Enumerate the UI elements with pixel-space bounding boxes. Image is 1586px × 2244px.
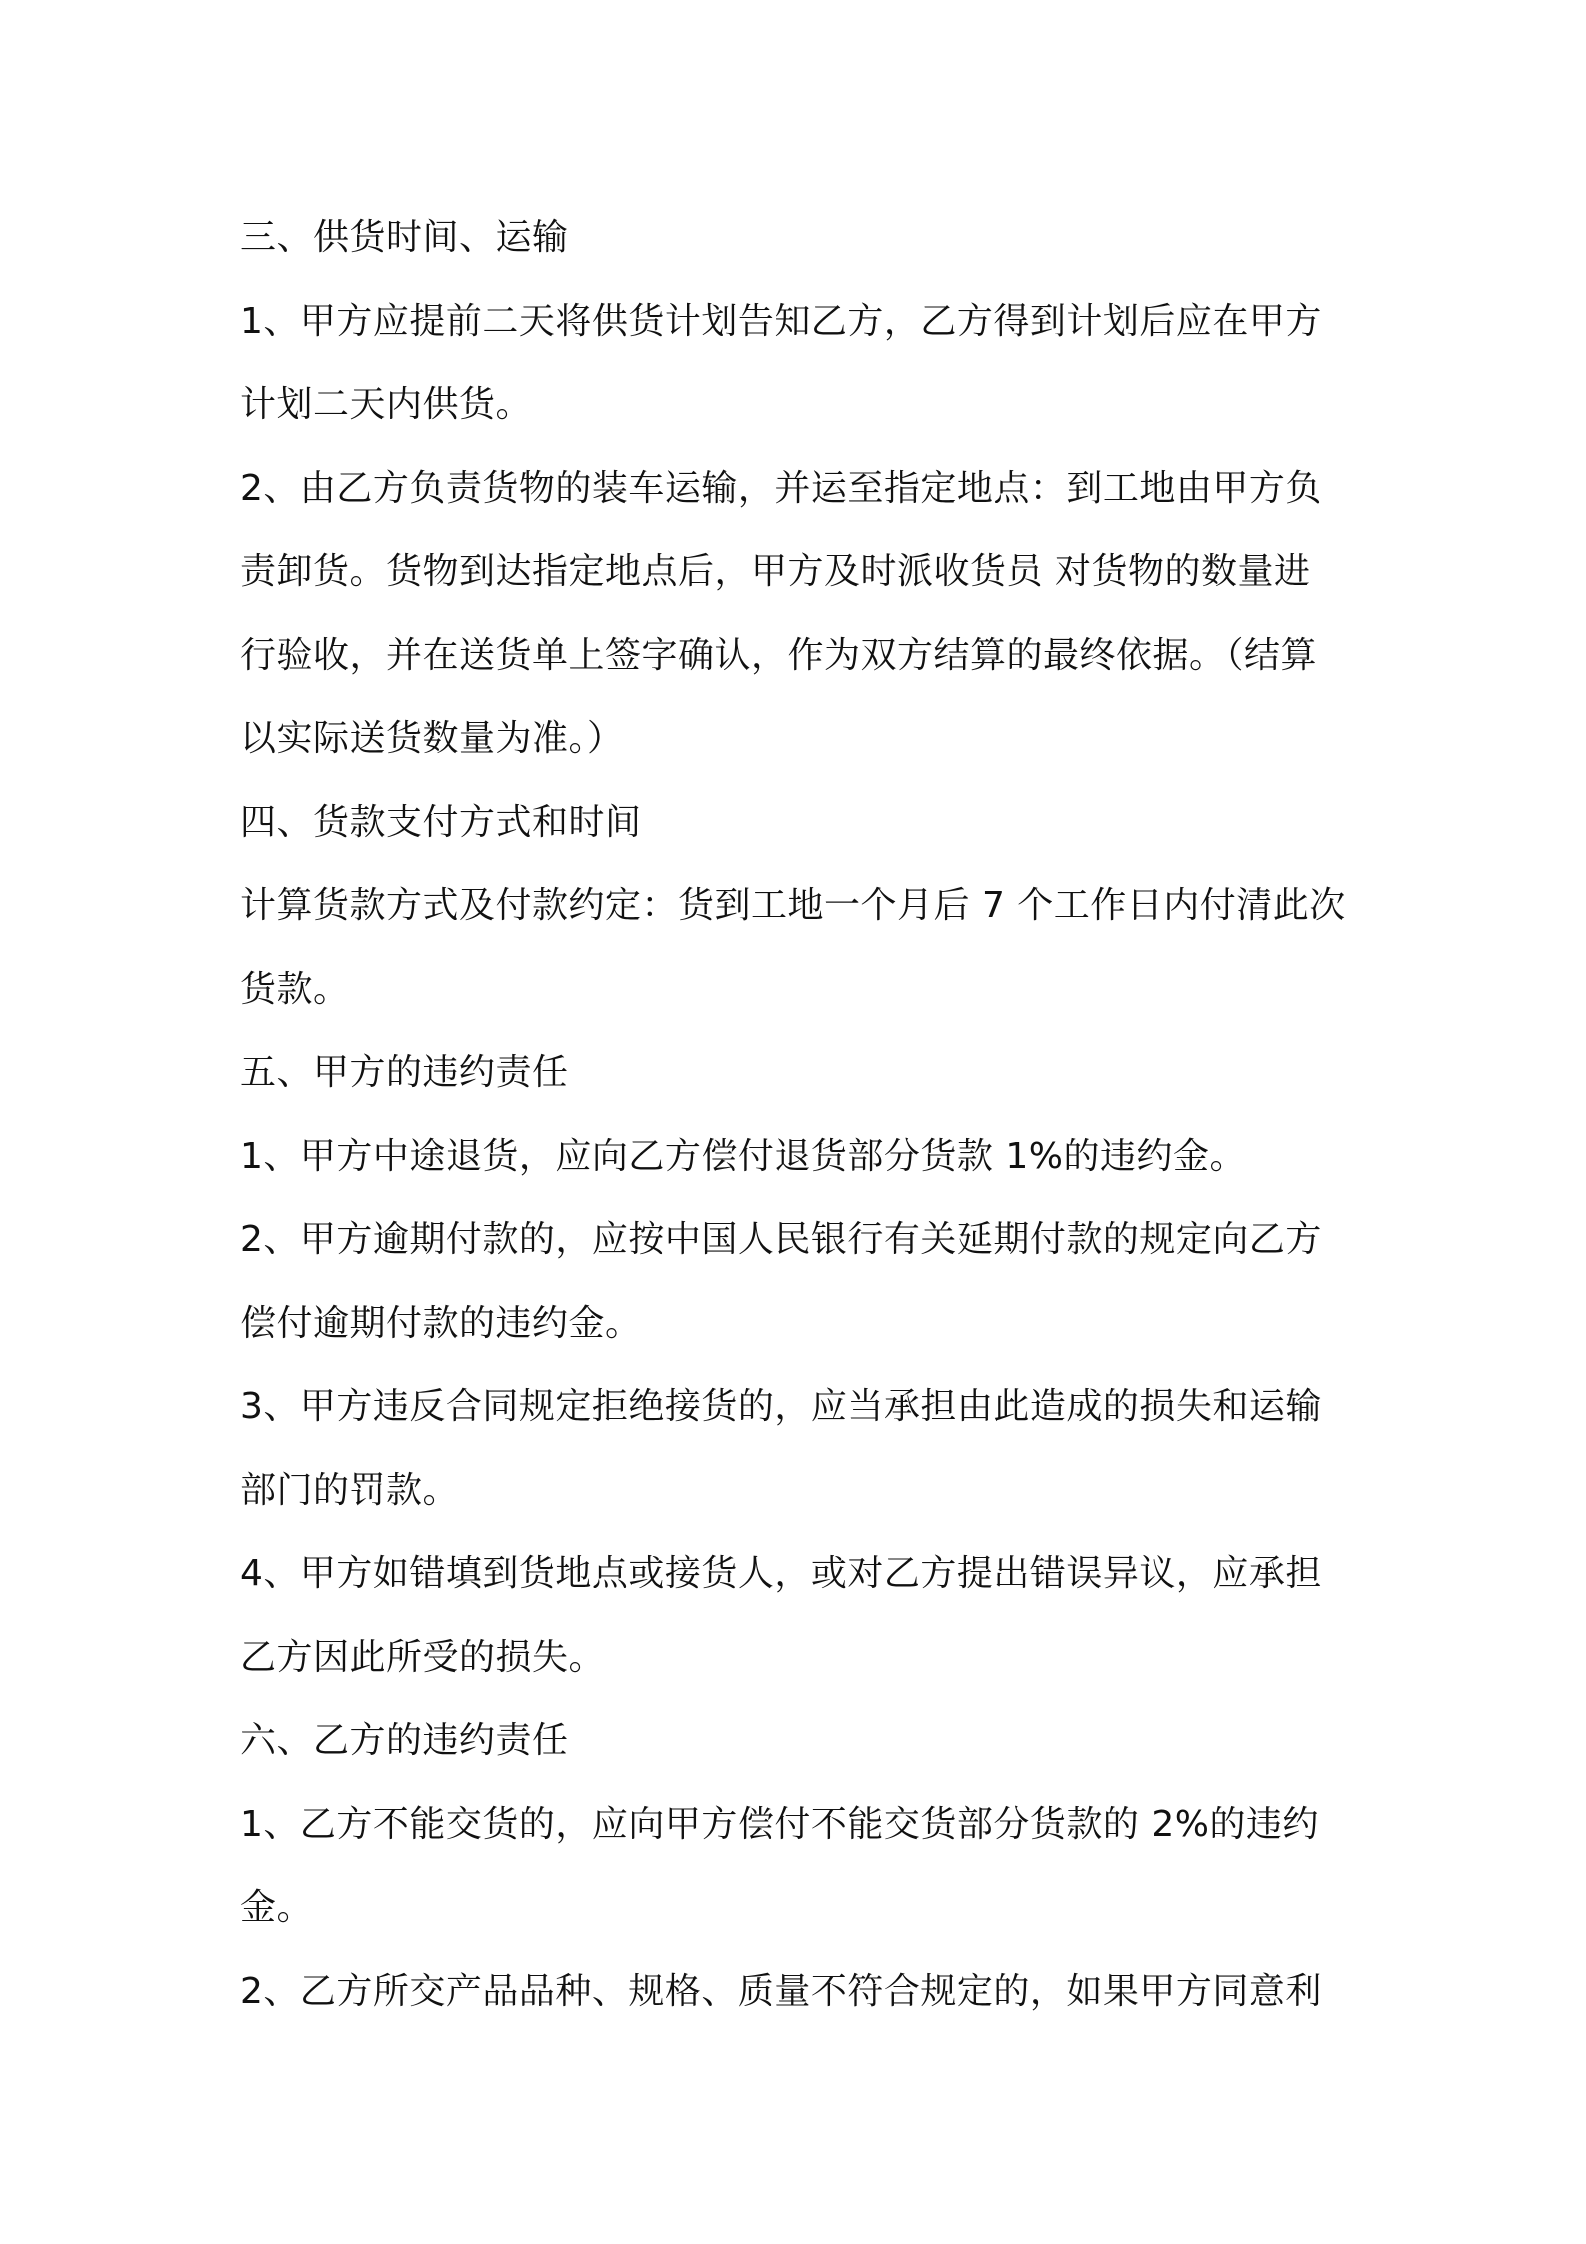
text-line: 货款。 [240, 968, 350, 1010]
text-line: 1、甲方中途退货，应向乙方偿付退货部分货款 1%的违约金。 [240, 1135, 1246, 1177]
text-line: 2、由乙方负责货物的装车运输，并运至指定地点：到工地由甲方负 [240, 467, 1322, 509]
section-heading: 六、乙方的违约责任 [240, 1720, 569, 1761]
text-line: 行验收，并在送货单上签字确认，作为双方结算的最终依据。（结算 [240, 634, 1318, 676]
text-line: 计算货款方式及付款约定：货到工地一个月后 7 个工作日内付清此次 [240, 885, 1346, 926]
text-line: 责卸货。货物到达指定地点后，甲方及时派收货员 对货物的数量进 [240, 551, 1311, 592]
section-heading: 五、甲方的违约责任 [240, 1052, 569, 1093]
text-line: 偿付逾期付款的违约金。 [240, 1302, 642, 1344]
text-line: 金。 [240, 1887, 314, 1928]
text-line: 1、乙方不能交货的，应向甲方偿付不能交货部分货款的 2%的违约 [240, 1803, 1319, 1845]
text-line: 2、甲方逾期付款的，应按中国人民银行有关延期付款的规定向乙方 [240, 1219, 1322, 1260]
text-line: 以实际送货数量为准。） [240, 718, 624, 759]
text-line: 3、甲方违反合同规定拒绝接货的，应当承担由此造成的损失和运输 [240, 1386, 1322, 1427]
text-line: 部门的罚款。 [240, 1469, 460, 1511]
text-line: 2、乙方所交产品品种、规格、质量不符合规定的，如果甲方同意利 [240, 1970, 1322, 2012]
text-line: 1、甲方应提前二天将供货计划告知乙方，乙方得到计划后应在甲方 [240, 300, 1322, 342]
section-heading: 三、供货时间、运输 [240, 217, 569, 258]
text-line: 乙方因此所受的损失。 [240, 1636, 606, 1678]
text-line: 计划二天内供货。 [240, 384, 533, 425]
section-heading: 四、货款支付方式和时间 [240, 801, 642, 843]
text-line: 4、甲方如错填到货地点或接货人，或对乙方提出错误异议，应承担 [240, 1553, 1322, 1594]
document-body [240, 196, 1360, 2033]
